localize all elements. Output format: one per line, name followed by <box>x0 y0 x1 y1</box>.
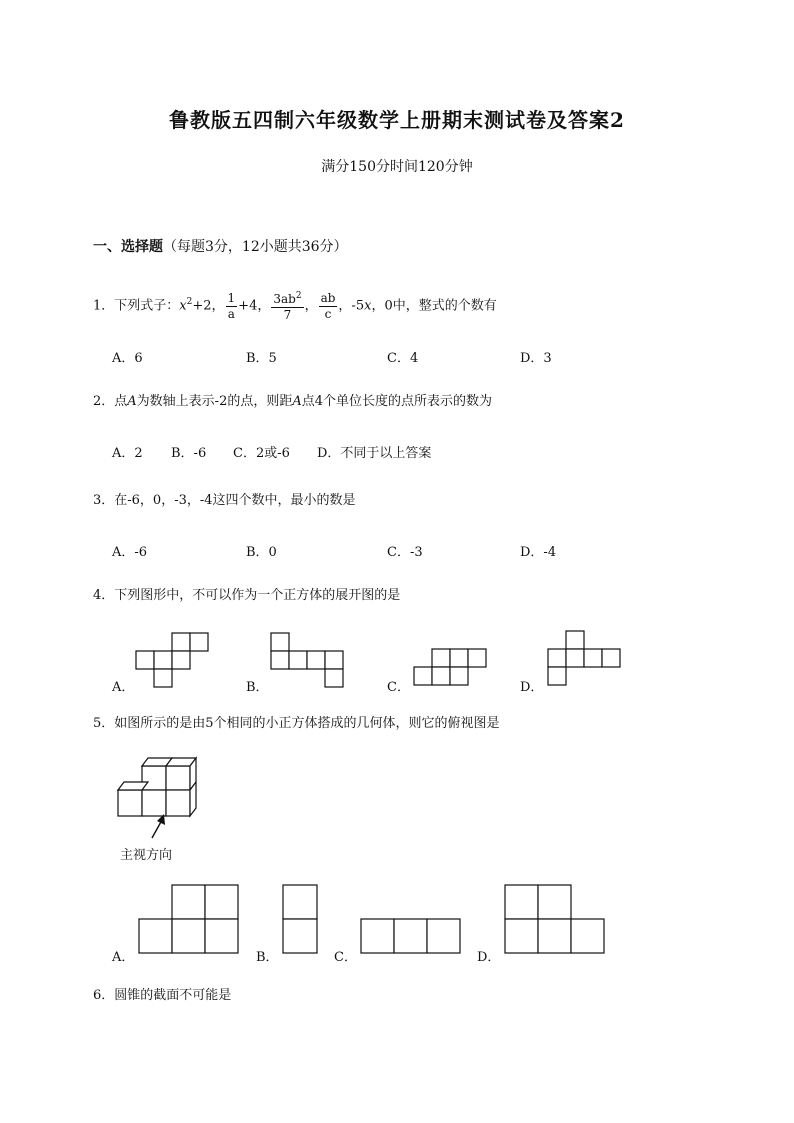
q2-text-a: 2．点 <box>93 394 128 409</box>
q2-text-b: 为数轴上表示-2的点，则距 <box>136 394 293 409</box>
q1-frac-1-den: a <box>227 306 235 321</box>
question-1 <box>93 289 497 323</box>
q2-option-b[interactable]: B．-6 <box>171 446 207 461</box>
q3-option-c[interactable]: C．-3 <box>387 545 423 560</box>
q1-frac-2-num-base: 3ab <box>273 292 296 306</box>
q5-figure-a <box>139 885 241 955</box>
q1-frac-1-num: 1 <box>227 290 236 305</box>
q2-option-c[interactable]: C．2或-6 <box>233 446 290 461</box>
q2-var-2: A <box>292 394 302 409</box>
q1-frac-2-num-exp: 2 <box>295 291 302 301</box>
question-4: 4．下列图形中，不可以作为一个正方体的展开图的是 <box>93 588 401 603</box>
q4-option-a[interactable]: A． <box>112 680 135 695</box>
question-6: 6．圆锥的截面不可能是 <box>93 988 232 1003</box>
arrow-icon <box>148 812 172 842</box>
q1-term2-rest: +4， <box>238 298 271 314</box>
q1-option-d[interactable]: D．3 <box>520 351 552 366</box>
section-heading <box>93 236 348 256</box>
q1-prefix: 1．下列式子： <box>93 298 180 314</box>
q4-figure-b <box>271 633 343 689</box>
q5-figure-b <box>283 885 319 955</box>
q2-option-d[interactable]: D．不同于以上答案 <box>317 446 432 461</box>
q5-figure-c <box>361 919 463 955</box>
q1-frac-2 <box>271 289 303 323</box>
q1-option-b[interactable]: B．5 <box>246 351 277 366</box>
q3-option-a[interactable]: A．-6 <box>112 545 148 560</box>
q3-option-b[interactable]: B．0 <box>246 545 277 560</box>
q1-term5-var: x <box>364 298 372 314</box>
q1-frac-2-num <box>271 289 303 308</box>
q1-frac-3-num: ab <box>320 290 336 305</box>
q5-figure-d <box>505 885 607 955</box>
section-title: 一、选择题 <box>93 239 163 255</box>
q1-option-c[interactable]: C．4 <box>387 351 419 366</box>
q4-figure-c <box>414 649 486 689</box>
section-note: （每题3分，12小题共36分） <box>163 239 348 255</box>
q5-option-c[interactable]: C． <box>334 950 357 965</box>
q4-figure-d <box>548 631 620 687</box>
q4-figure-a <box>136 633 208 689</box>
question-3: 3．在-6，0，-3，-4这四个数中，最小的数是 <box>93 493 356 508</box>
q2-text-c: 点4个单位长度的点所表示的数为 <box>301 394 493 409</box>
question-2 <box>93 393 492 411</box>
q1-frac-3-den: c <box>324 306 332 321</box>
q1-term1-base: x <box>179 298 187 314</box>
q4-option-c[interactable]: C． <box>387 680 410 695</box>
question-5: 5．如图所示的是由5个相同的小正方体搭成的几何体，则它的俯视图是 <box>93 716 500 731</box>
q1-term1-rest: +2， <box>192 298 225 314</box>
q2-var-1: A <box>127 394 137 409</box>
q1-term1-exp: 2 <box>186 297 193 308</box>
q1-term4-rest: ，-5 <box>338 298 365 314</box>
page-title: 鲁教版五四制六年级数学上册期末测试卷及答案2 <box>169 108 625 132</box>
q5-option-d[interactable]: D． <box>477 950 501 965</box>
page-subtitle: 满分150分时间120分钟 <box>321 159 473 175</box>
q2-option-a[interactable]: A．2 <box>112 446 143 461</box>
q1-frac-1 <box>226 291 238 322</box>
q1-frac-3 <box>319 291 338 322</box>
q1-suffix: ，0中，整式的个数有 <box>371 298 497 314</box>
q1-term3-rest: ， <box>304 298 318 314</box>
view-direction-label: 主视方向 <box>120 848 173 863</box>
q1-frac-2-den: 7 <box>283 308 292 322</box>
q4-option-b[interactable]: B． <box>246 680 269 695</box>
q3-option-d[interactable]: D．-4 <box>520 545 557 560</box>
q4-option-d[interactable]: D． <box>520 680 544 695</box>
q5-option-b[interactable]: B． <box>256 950 279 965</box>
q1-option-a[interactable]: A．6 <box>112 351 143 366</box>
q5-option-a[interactable]: A． <box>112 950 135 965</box>
